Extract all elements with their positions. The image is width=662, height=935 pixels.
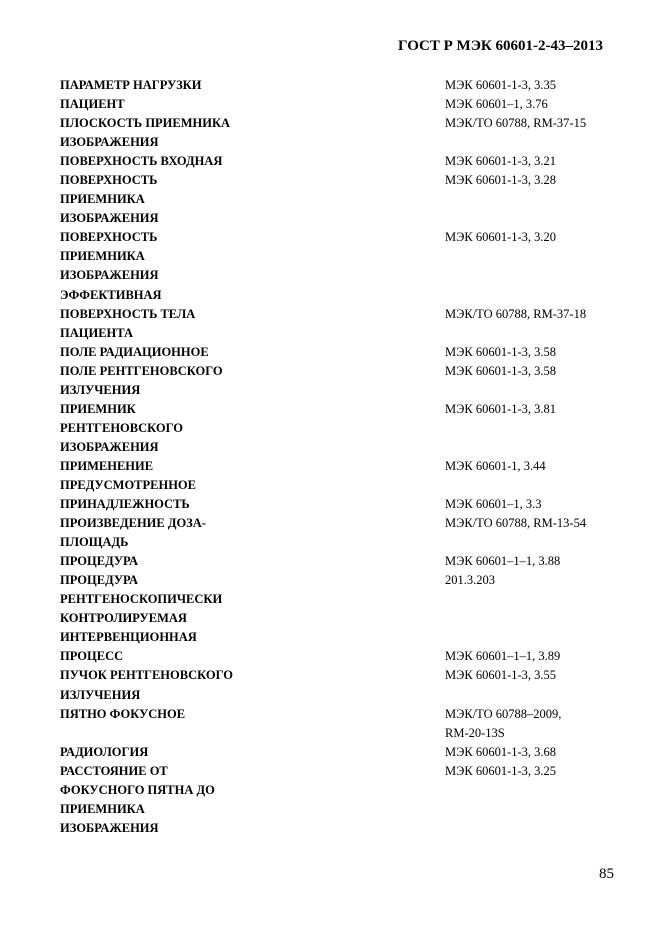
reference-line: МЭК 60601–1, 3.76	[445, 97, 548, 112]
entry-term	[60, 571, 445, 647]
entry-term	[60, 305, 445, 343]
entry-term	[60, 457, 445, 495]
reference-line: МЭК 60601-1-3, 3.21	[445, 154, 557, 169]
term-line: ПОВЕРХНОСТЬ	[60, 173, 158, 188]
entry-reference	[445, 362, 620, 381]
term-line: ПРОЦЕДУРА	[60, 573, 139, 588]
reference-line: МЭК 60601-1-3, 3.81	[445, 401, 557, 416]
reference-line: МЭК 60601–1–1, 3.88	[445, 554, 561, 569]
index-entry	[60, 514, 620, 552]
term-line: ПОЛЕ РЕНТГЕНОВСКОГО	[60, 363, 223, 378]
index-entry	[60, 400, 620, 457]
index-entry	[60, 705, 620, 743]
reference-line: МЭК 60601-1-3, 3.68	[445, 744, 557, 759]
index-entry	[60, 343, 620, 362]
term-line: РАССТОЯНИЕ ОТ	[60, 763, 168, 778]
entry-term	[60, 647, 445, 666]
index-entry	[60, 362, 620, 400]
entry-term	[60, 495, 445, 514]
entry-term	[60, 228, 445, 304]
term-line: РЕНТГЕНОСКОПИЧЕСКИ	[60, 592, 223, 607]
reference-line: МЭК/ТО 60788, RM-13-54	[445, 516, 587, 531]
index-entry	[60, 647, 620, 666]
entry-reference	[445, 228, 620, 247]
entry-reference	[445, 647, 620, 666]
reference-line: МЭК 60601-1-3, 3.58	[445, 363, 557, 378]
term-line: ПРИЕМНИК	[60, 401, 136, 416]
entry-reference	[445, 552, 620, 571]
index-entry	[60, 743, 620, 762]
term-line: ПРОЦЕДУРА	[60, 554, 139, 569]
term-line: КОНТРОЛИРУЕМАЯ	[60, 611, 187, 626]
reference-line: МЭК 60601-1-3, 3.20	[445, 230, 557, 245]
term-line: ИЗОБРАЖЕНИЯ	[60, 211, 159, 226]
entry-reference	[445, 762, 620, 781]
term-line: ИЗОБРАЖЕНИЯ	[60, 135, 159, 150]
index-entry	[60, 762, 620, 838]
entry-reference	[445, 114, 620, 133]
entry-reference	[445, 705, 620, 743]
entry-reference	[445, 152, 620, 171]
term-line: ПОВЕРХНОСТЬ ВХОДНАЯ	[60, 154, 223, 169]
entry-term	[60, 114, 445, 152]
term-line: ПАЦИЕНТА	[60, 325, 133, 340]
reference-line: МЭК 60601-1, 3.44	[445, 458, 546, 473]
reference-line: МЭК 60601-1-3, 3.35	[445, 78, 557, 92]
entry-term	[60, 743, 445, 762]
entry-reference	[445, 171, 620, 190]
term-line: РАДИОЛОГИЯ	[60, 744, 149, 759]
index-entry	[60, 552, 620, 571]
reference-line: RM-20-13S	[445, 725, 505, 740]
entry-reference	[445, 495, 620, 514]
reference-line: МЭК 60601–1, 3.3	[445, 497, 542, 512]
standard-title: ГОСТ Р МЭК 60601-2-43–2013	[398, 38, 603, 54]
index-entry	[60, 114, 620, 152]
term-line: ПОЛЕ РАДИАЦИОННОЕ	[60, 344, 209, 359]
entry-reference	[445, 666, 620, 685]
term-line: ПОВЕРХНОСТЬ ТЕЛА	[60, 306, 196, 321]
entry-term	[60, 552, 445, 571]
reference-line: МЭК/ТО 60788–2009,	[445, 706, 562, 721]
entry-term	[60, 362, 445, 400]
entry-reference	[445, 400, 620, 419]
term-line: ПАРАМЕТР НАГРУЗКИ	[60, 78, 202, 92]
entry-term	[60, 95, 445, 114]
reference-line: МЭК 60601-1-3, 3.58	[445, 344, 557, 359]
index-entry	[60, 495, 620, 514]
reference-line: МЭК/ТО 60788, RM-37-15	[445, 116, 587, 131]
entry-term	[60, 705, 445, 743]
term-line: ПЯТНО ФОКУСНОЕ	[60, 706, 186, 721]
term-line: ПУЧОК РЕНТГЕНОВСКОГО	[60, 668, 233, 683]
entry-term	[60, 762, 445, 838]
term-line: ПРЕДУСМОТРЕННОЕ	[60, 477, 196, 492]
index-entry	[60, 666, 620, 704]
entry-reference	[445, 305, 620, 324]
term-line: ИЗЛУЧЕНИЯ	[60, 382, 141, 397]
document-header	[398, 38, 603, 55]
entry-reference	[445, 514, 620, 533]
entry-term	[60, 76, 445, 95]
term-index-list	[60, 76, 620, 838]
index-entry	[60, 305, 620, 343]
reference-line: МЭК 60601-1-3, 3.25	[445, 763, 557, 778]
index-entry	[60, 95, 620, 114]
entry-reference	[445, 743, 620, 762]
term-line: ФОКУСНОГО ПЯТНА ДО	[60, 782, 215, 797]
term-line: ПРИМЕНЕНИЕ	[60, 458, 154, 473]
term-line	[60, 724, 445, 743]
entry-term	[60, 514, 445, 552]
term-line: ПРИЕМНИКА	[60, 801, 145, 816]
page-number: 85	[599, 866, 614, 882]
term-line: ИЗОБРАЖЕНИЯ	[60, 820, 159, 835]
term-line: ПРОЦЕСС	[60, 649, 124, 664]
entry-term	[60, 666, 445, 704]
term-line: ИНТЕРВЕНЦИОННАЯ	[60, 630, 197, 645]
entry-term	[60, 152, 445, 171]
term-line: ПЛОСКОСТЬ ПРИЕМНИКА	[60, 116, 231, 131]
term-line: ПРИЕМНИКА	[60, 192, 145, 207]
term-line: ПОВЕРХНОСТЬ	[60, 230, 158, 245]
entry-reference	[445, 457, 620, 476]
term-line: ИЗОБРАЖЕНИЯ	[60, 439, 159, 454]
term-line: ПАЦИЕНТ	[60, 97, 125, 112]
reference-line: МЭК 60601–1–1, 3.89	[445, 649, 561, 664]
index-entry	[60, 171, 620, 228]
entry-term	[60, 400, 445, 457]
reference-line: МЭК 60601-1-3, 3.55	[445, 668, 557, 683]
reference-line: МЭК/ТО 60788, RM-37-18	[445, 306, 587, 321]
term-line: ПРИНАДЛЕЖНОСТЬ	[60, 497, 190, 512]
entry-reference	[445, 343, 620, 362]
entry-reference	[445, 95, 620, 114]
term-line: ИЗОБРАЖЕНИЯ	[60, 268, 159, 283]
index-entry	[60, 152, 620, 171]
term-line: ЭФФЕКТИВНАЯ	[60, 287, 162, 302]
entry-term	[60, 343, 445, 362]
entry-reference	[445, 571, 620, 590]
term-line: ПЛОЩАДЬ	[60, 535, 129, 550]
term-line: РЕНТГЕНОВСКОГО	[60, 420, 183, 435]
index-entry	[60, 228, 620, 304]
entry-reference	[445, 76, 620, 95]
index-entry	[60, 571, 620, 647]
entry-term	[60, 171, 445, 228]
term-line: ПРОИЗВЕДЕНИЕ ДОЗА-	[60, 516, 206, 531]
reference-line: 201.3.203	[445, 573, 495, 588]
index-entry	[60, 76, 620, 95]
reference-line: МЭК 60601-1-3, 3.28	[445, 173, 557, 188]
term-line: ПРИЕМНИКА	[60, 249, 145, 264]
term-line: ИЗЛУЧЕНИЯ	[60, 687, 141, 702]
index-entry	[60, 457, 620, 495]
